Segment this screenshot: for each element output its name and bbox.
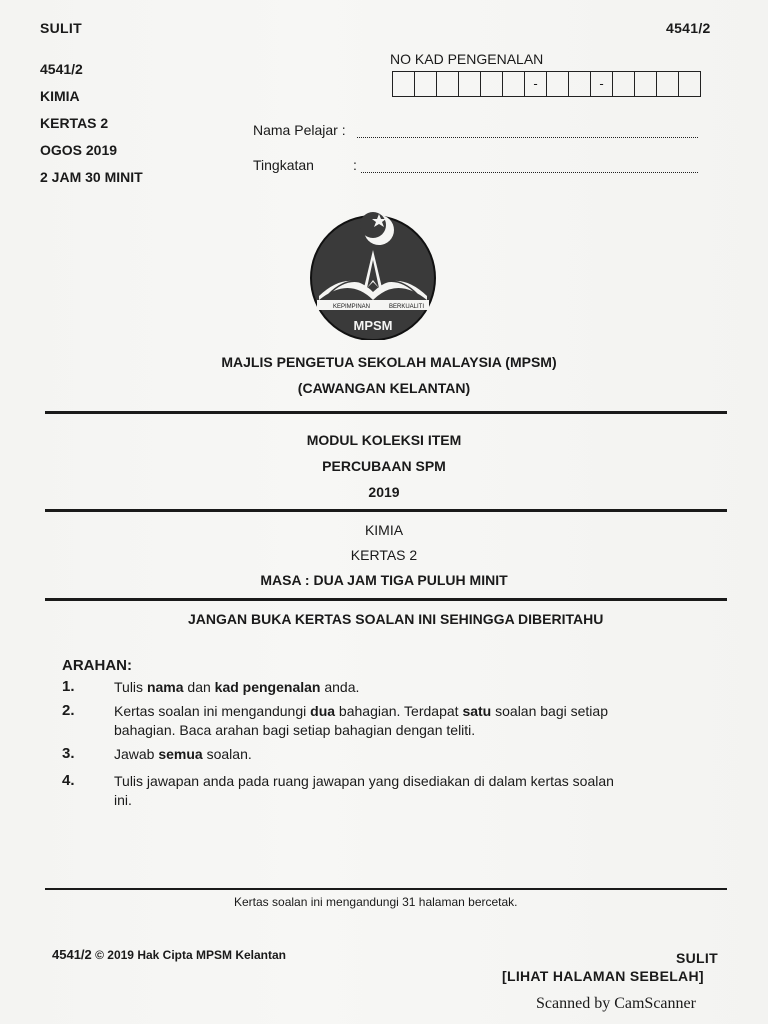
instruction-emphasis: semua <box>158 746 203 762</box>
instruction-item <box>62 772 622 810</box>
ic-box[interactable] <box>635 72 657 96</box>
module-line3: 2019 <box>368 484 400 500</box>
header-classification: SULIT <box>40 20 82 36</box>
ic-box[interactable] <box>613 72 635 96</box>
ic-box[interactable] <box>481 72 503 96</box>
instruction-number: 2. <box>62 702 75 719</box>
instruction-emphasis: satu <box>462 703 492 719</box>
instruction-emphasis: nama <box>146 679 184 695</box>
instruction-fragment: dan <box>183 679 215 695</box>
instruction-number: 3. <box>62 745 75 762</box>
mpsm-logo <box>309 208 439 340</box>
student-name-label: Nama Pelajar : <box>253 122 346 138</box>
instruction-fragment: Kertas soalan ini mengandungi <box>114 703 311 719</box>
instruction-text <box>114 678 622 697</box>
header-code: 4541/2 <box>666 20 711 36</box>
ic-box[interactable] <box>657 72 679 96</box>
form-colon: : <box>353 157 357 173</box>
divider-4 <box>45 888 727 890</box>
copyright-code: 4541/2 <box>52 947 92 962</box>
student-name-line[interactable] <box>357 123 698 138</box>
paper-number: KERTAS 2 <box>350 547 418 563</box>
left-subject: KIMIA <box>40 88 80 104</box>
instruction-number: 4. <box>62 772 75 789</box>
org-line2: (CAWANGAN KELANTAN) <box>297 380 471 396</box>
instruction-text <box>114 702 622 740</box>
ic-box[interactable] <box>547 72 569 96</box>
instruction-item <box>62 702 622 740</box>
divider-2 <box>45 509 727 512</box>
instruction-number: 1. <box>62 678 75 695</box>
divider-1 <box>45 411 727 414</box>
divider-3 <box>45 598 727 601</box>
left-code: 4541/2 <box>40 61 83 77</box>
instruction-fragment: anda. <box>320 679 360 695</box>
ic-number-boxes[interactable] <box>392 71 701 97</box>
instruction-fragment: Tulis jawapan anda pada ruang jawapan yang disediakan di dalam kertas soalan ini. <box>114 773 614 808</box>
left-paper: KERTAS 2 <box>40 115 109 131</box>
instruction-emphasis: dua <box>310 703 336 719</box>
left-info-block <box>40 56 143 191</box>
copyright <box>52 947 286 962</box>
left-date: OGOS 2019 <box>40 142 118 158</box>
module-line2: PERCUBAAN SPM <box>322 458 446 474</box>
form-field[interactable] <box>253 157 698 173</box>
ic-box[interactable] <box>569 72 591 96</box>
ic-box[interactable] <box>415 72 437 96</box>
ic-box[interactable] <box>679 72 700 96</box>
left-duration: 2 JAM 30 MINIT <box>40 169 143 185</box>
instruction-fragment: Tulis <box>114 679 147 695</box>
footer-classification: SULIT <box>676 950 718 966</box>
student-name-field[interactable] <box>253 122 698 138</box>
ic-box[interactable] <box>393 72 415 96</box>
paper-time: MASA : DUA JAM TIGA PULUH MINIT <box>260 572 508 588</box>
form-line[interactable] <box>361 158 698 173</box>
instruction-text <box>114 772 622 810</box>
instruction-fragment: soalan bagi setiap bahagian. Baca arahan bagi setiap bahagian dengan teliti. <box>114 703 608 738</box>
logo-name: MPSM <box>353 318 393 333</box>
logo-ribbon-right: BERKUALITI <box>389 304 425 310</box>
ic-box[interactable] <box>459 72 481 96</box>
ic-label: NO KAD PENGENALAN <box>390 51 544 67</box>
pages-note: Kertas soalan ini mengandungi 31 halaman bercetak. <box>234 895 518 909</box>
form-label: Tingkatan <box>253 157 314 173</box>
warning-text: JANGAN BUKA KERTAS SOALAN INI SEHINGGA DIBERITAHU <box>188 611 604 627</box>
scanner-watermark: Scanned by CamScanner <box>536 995 696 1012</box>
instruction-fragment: bahagian. Terdapat <box>335 703 463 719</box>
ic-box[interactable]: - <box>591 72 613 96</box>
ic-box[interactable] <box>437 72 459 96</box>
next-page-note: [LIHAT HALAMAN SEBELAH] <box>502 968 704 984</box>
instruction-text <box>114 745 622 764</box>
instruction-fragment: soalan. <box>202 746 252 762</box>
org-line1: MAJLIS PENGETUA SEKOLAH MALAYSIA (MPSM) <box>221 354 557 370</box>
instruction-fragment: Jawab <box>114 746 159 762</box>
logo-ribbon-left: KEPIMPINAN <box>333 304 371 310</box>
paper-subject: KIMIA <box>364 522 404 538</box>
instruction-item <box>62 745 622 764</box>
module-line1: MODUL KOLEKSI ITEM <box>306 432 462 448</box>
ic-box[interactable] <box>503 72 525 96</box>
ic-box[interactable]: - <box>525 72 547 96</box>
instructions-title: ARAHAN: <box>62 657 132 674</box>
instruction-item <box>62 678 622 697</box>
copyright-text: © 2019 Hak Cipta MPSM Kelantan <box>95 948 287 962</box>
instruction-emphasis: kad pengenalan <box>214 679 321 695</box>
